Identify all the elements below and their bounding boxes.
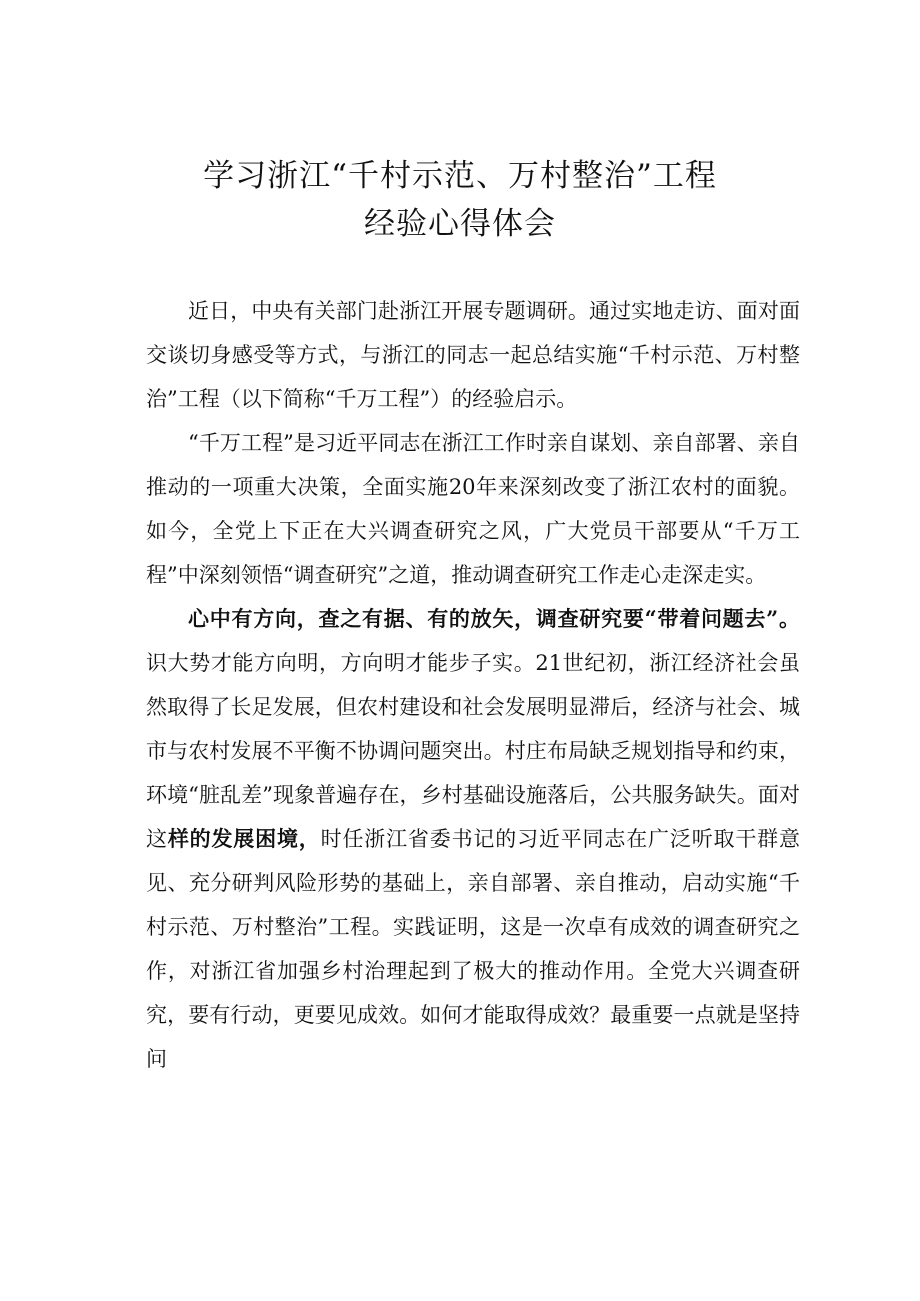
section-heading: 心中有方向，查之有据、有的放矢，调查研究要“带着问题去”。 — [188, 606, 800, 631]
paragraph-text-part-b: 时任浙江省委书记的习近平同志在广泛听取干群意见、充分研判风险形势的基础上，亲自部署、亲自推动，启动实施“千村示范、万村整治”工程。实践证明，这是一次卓有成效的调查研究之作，对浙江省加强乡村治理起到了极大的推动作用。全党大兴调查研究，要有行动，更要见成效。如何才能取得成效？最重要一点就是坚持问 — [146, 827, 801, 1071]
paragraph-direction — [146, 597, 800, 1081]
title-line-2: 经验心得体会 — [364, 206, 556, 242]
document-body — [146, 289, 800, 1081]
bold-inline-phrase: 样的发展困境， — [167, 826, 321, 851]
paragraph-intro: 近日，中央有关部门赴浙江开展专题调研。通过实地走访、面对面交谈切身感受等方式，与浙江的同志一起总结实施“千村示范、万村整治”工程（以下简称“千万工程”）的经验启示。 — [146, 299, 800, 411]
document-title — [0, 152, 920, 248]
paragraph-qianwan: “千万工程”是习近平同志在浙江工作时亲自谋划、亲自部署、亲自推动的一项重大决策，全面实施20年来深刻改变了浙江农村的面貌。如今，全党上下正在大兴调查研究之风，广大党员干部要从“千万工程”中深刻领悟“调查研究”之道，推动调查研究工作走心走深走实。 — [146, 431, 800, 587]
title-line-1: 学习浙江“千村示范、万村整治”工程 — [203, 158, 717, 194]
paragraph-text-part-a: 识大势才能方向明，方向明才能步子实。21世纪初，浙江经济社会虽然取得了长足发展，但农村建设和社会发展明显滞后，经济与社会、城市与农村发展不平衡不协调问题突出。村庄布局缺乏规划指导和约束，环境“脏乱差”现象普遍存在，乡村基础设施落后，公共服务缺失。面对这 — [146, 651, 800, 851]
